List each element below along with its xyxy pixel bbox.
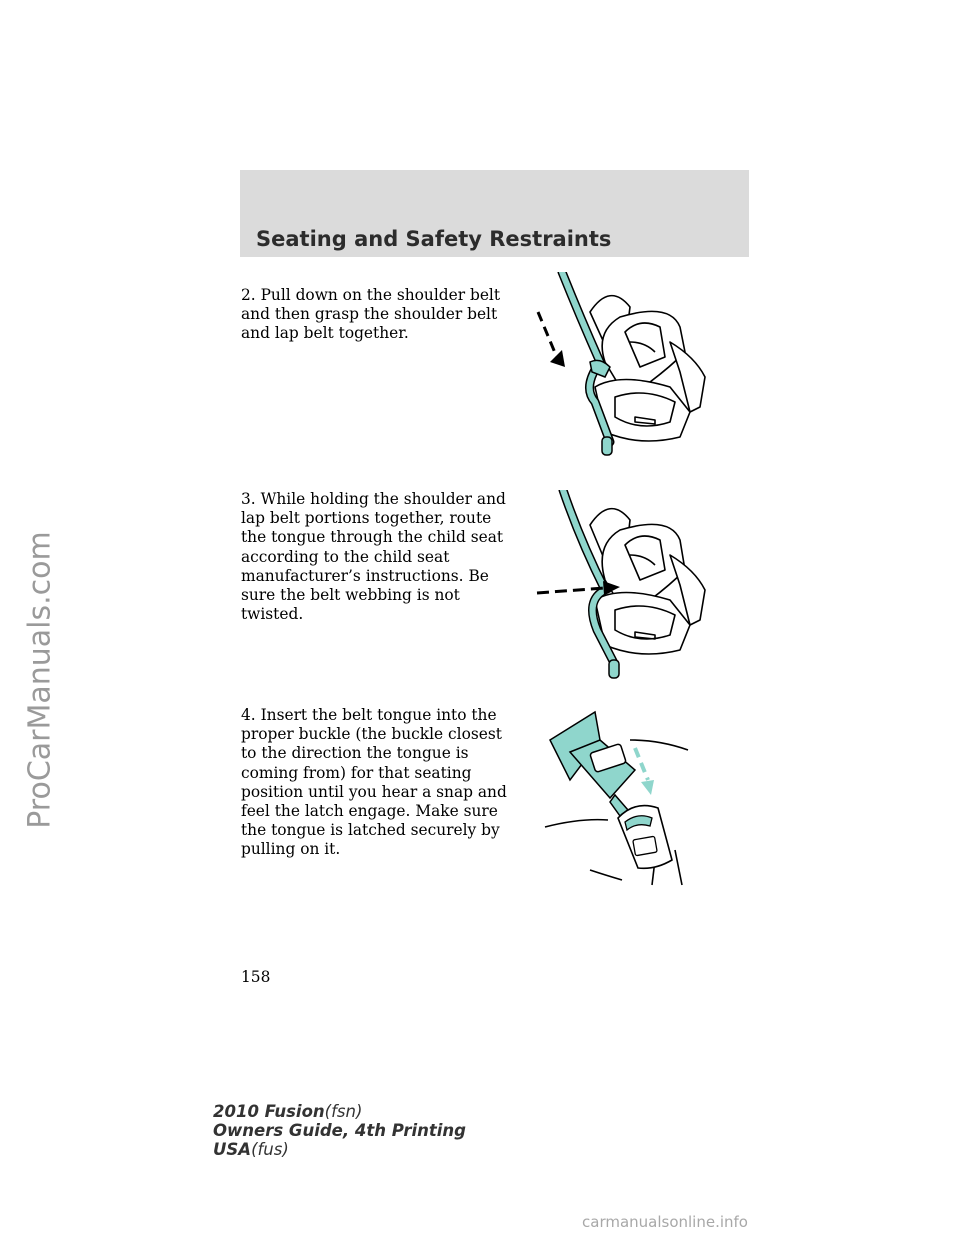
document-footer bbox=[213, 1102, 466, 1159]
child-seat-route-tongue-illustration bbox=[535, 490, 725, 685]
watermark bbox=[0, 0, 70, 1242]
footer-region: USA bbox=[213, 1140, 252, 1159]
buckle-insert-illustration bbox=[540, 700, 720, 890]
footer-model-code: (fsn) bbox=[324, 1102, 363, 1121]
footer-line-1 bbox=[213, 1102, 466, 1121]
section-title: Seating and Safety Restraints bbox=[256, 227, 612, 251]
step-3-text: 3. While holding the shoulder and lap belt portions together, route the tongue through the child seat according to the child seat manufacturer’s instructions. Be sure the belt webbing is not twisted. bbox=[241, 490, 506, 624]
step-4-text: 4. Insert the belt tongue into the proper buckle (the buckle closest to the direction the tongue is coming from) for that seating position until you hear a snap and feel the latch engage. Make sure the tongue is latched securely by pulling on it. bbox=[241, 706, 507, 859]
footer-line-3 bbox=[213, 1140, 466, 1159]
child-seat-pull-belt-illustration bbox=[520, 272, 720, 472]
site-footer: carmanualsonline.info bbox=[582, 1213, 748, 1231]
step-2-text: 2. Pull down on the shoulder belt and then grasp the shoulder belt and lap belt together. bbox=[241, 286, 501, 343]
watermark-text: ProCarManuals.com bbox=[22, 531, 58, 829]
page-number: 158 bbox=[241, 968, 271, 986]
footer-region-code: (fus) bbox=[251, 1140, 289, 1159]
section-header bbox=[240, 170, 749, 257]
footer-model: 2010 Fusion bbox=[213, 1102, 325, 1121]
footer-line-2: Owners Guide, 4th Printing bbox=[213, 1121, 466, 1140]
